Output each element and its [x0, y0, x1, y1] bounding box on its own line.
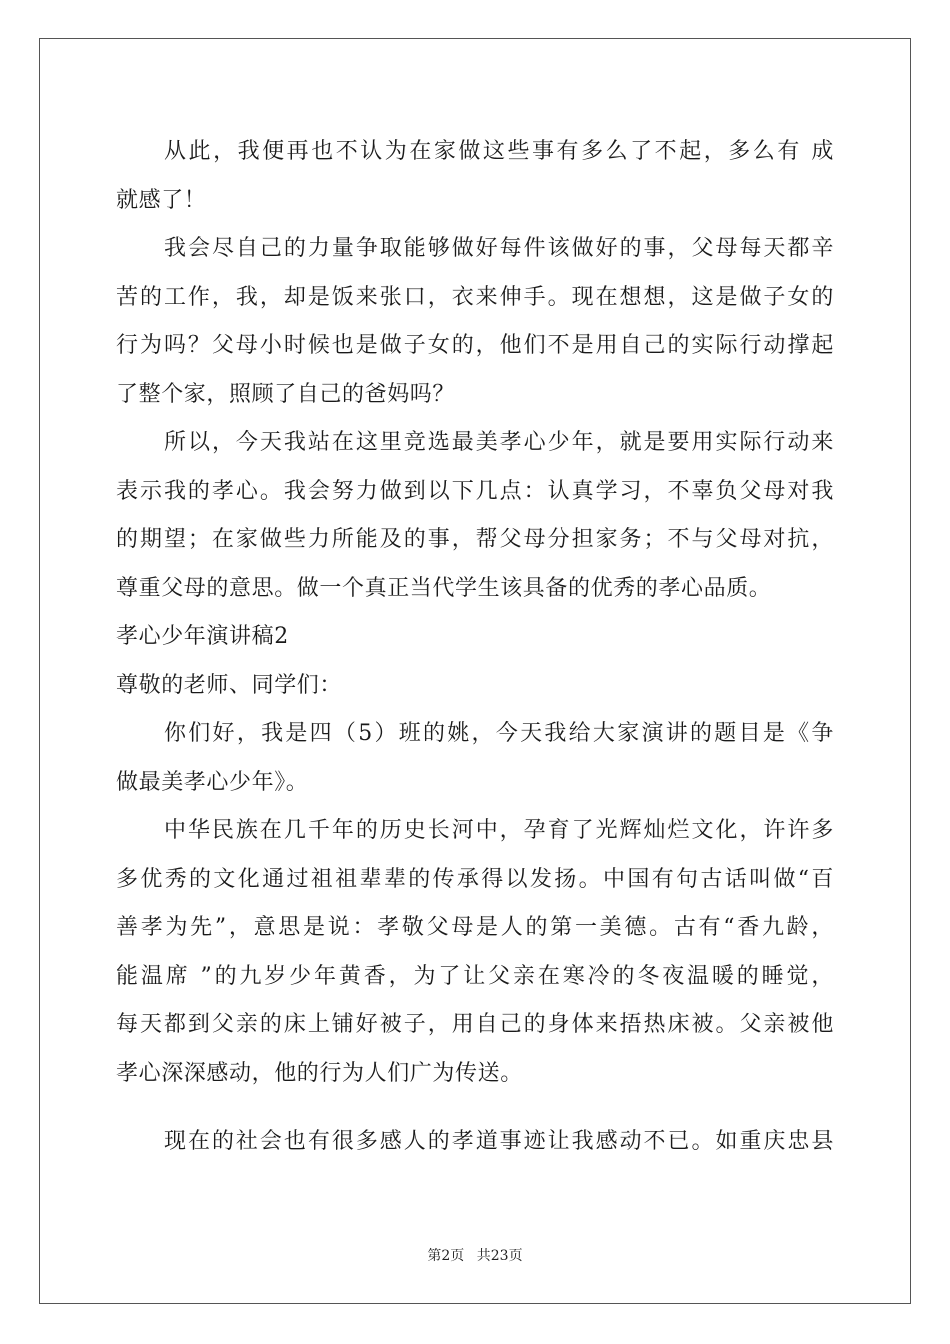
text-line: 每天都到父亲的床上铺好被子，用自己的身体来捂热床被。父亲被他 [116, 1012, 834, 1037]
text-line: 中华民族在几千年的历史长河中，孕育了光辉灿烂文化，许许多 [164, 818, 834, 843]
text-line: 你们好，我是四（5）班的姚，今天我给大家演讲的题目是《争 [164, 721, 834, 746]
text-line: 孝心深深感动，他的行为人们广为传送。 [116, 1060, 523, 1086]
text-line: 善孝为先”，意思是说：孝敬父母是人的第一美德。古有“香九龄， [116, 915, 834, 940]
text-line: 从此，我便再也不认为在家做这些事有多么了不起，多么有 成 [164, 139, 834, 164]
text-line: 的期望；在家做些力所能及的事，帮父母分担家务；不与父母对抗， [116, 527, 834, 552]
text-line: 能温席 ”的九岁少年黄香，为了让父亲在寒冷的冬夜温暖的睡觉， [116, 963, 834, 989]
text-line: 做最美孝心少年》。 [116, 769, 309, 795]
document-body [116, 128, 834, 1167]
page-total: 共23页 [476, 1248, 523, 1264]
page-footer [0, 1245, 950, 1265]
text-line: 就感了！ [116, 187, 207, 213]
text-line: 表示我的孝心。我会努力做到以下几点：认真学习，不辜负父母对我 [116, 478, 834, 504]
text-line: 所以，今天我站在这里竞选最美孝心少年，就是要用实际行动来 [164, 430, 834, 455]
text-line: 现在的社会也有很多感人的孝道事迹让我感动不已。如重庆忠县 [164, 1129, 834, 1154]
salutation: 尊敬的老师、同学们： [116, 672, 343, 698]
page-number: 第2页 [427, 1248, 465, 1264]
paragraph-gap [116, 1098, 834, 1118]
text-line: 我会尽自己的力量争取能够做好每件该做好的事，父母每天都辛 [164, 236, 834, 261]
text-line: 尊重父母的意思。做一个真正当代学生该具备的优秀的孝心品质。 [116, 575, 772, 601]
text-line: 行为吗？父母小时候也是做子女的，他们不是用自己的实际行动撑起 [116, 333, 834, 358]
text-line: 了整个家，照顾了自己的爸妈吗？ [116, 381, 456, 407]
text-line: 苦的工作，我，却是饭来张口，衣来伸手。现在想想，这是做子女的 [116, 284, 834, 310]
text-line: 多优秀的文化通过祖祖辈辈的传承得以发扬。中国有句古话叫做“百 [116, 866, 834, 892]
section-title: 孝心少年演讲稿2 [116, 624, 289, 649]
